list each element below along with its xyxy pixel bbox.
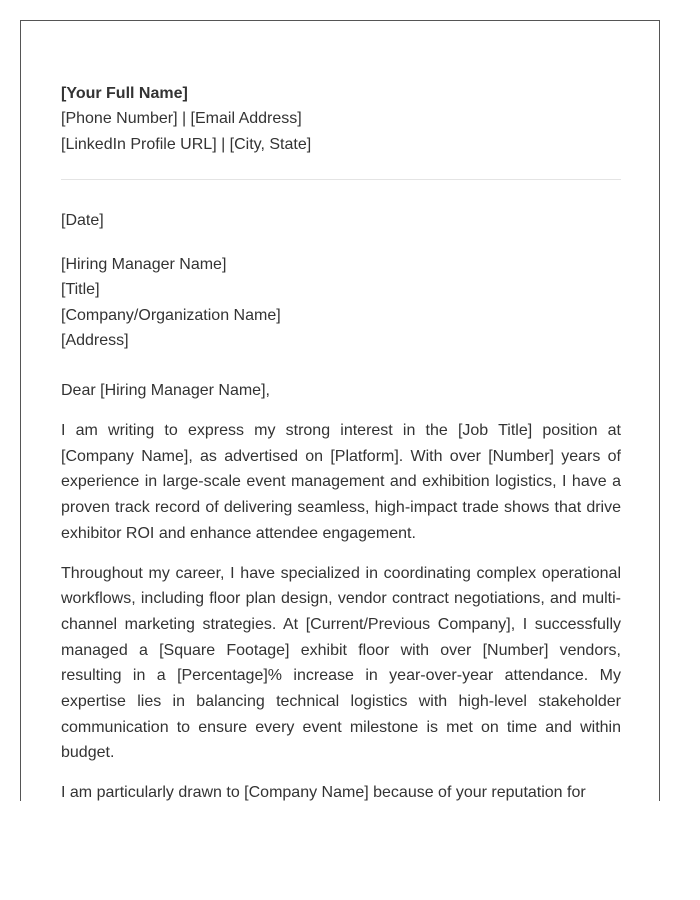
body-paragraph: I am particularly drawn to [Company Name] because of your reputation for bbox=[61, 784, 586, 801]
letter-content bbox=[61, 81, 621, 801]
recipient-name: [Hiring Manager Name] bbox=[61, 255, 227, 273]
header-divider bbox=[61, 179, 621, 180]
sender-name: [Your Full Name] bbox=[61, 85, 188, 102]
recipient-company: [Company/Organization Name] bbox=[61, 306, 281, 324]
letter-date: [Date] bbox=[61, 212, 104, 229]
salutation: Dear [Hiring Manager Name], bbox=[61, 381, 270, 399]
body-paragraph: I am writing to express my strong interest in the [Job Title] position at [Company Name], as advertised on [Platform]. With over [Number] years of experience in large-scale event management and exhibition logistics, I have a proven track record of delivering seamless, high-impact trade shows that drive exhibitor ROI and enhance attendee engagement. bbox=[61, 422, 621, 542]
body-paragraph: Throughout my career, I have specialized in coordinating complex operational workflows, including floor plan design, vendor contract negotiations, and multi-channel marketing strategies. At [Current/Previous Company], I successfully managed a [Square Footage] exhibit floor with over [Number] vendors, resulting in a [Percentage]% increase in year-over-year attendance. My expertise lies in balancing technical logistics with high-level stakeholder communication to ensure every event milestone is met on time and within budget. bbox=[61, 564, 621, 762]
sender-contact-phone-email: [Phone Number] | [Email Address] bbox=[61, 110, 302, 127]
recipient-title: [Title] bbox=[61, 281, 100, 298]
recipient-address: [Address] bbox=[61, 332, 129, 349]
letter-body bbox=[61, 418, 621, 801]
sender-contact-linkedin-location: [LinkedIn Profile URL] | [City, State] bbox=[61, 135, 312, 153]
recipient-block bbox=[61, 252, 621, 354]
letter-page bbox=[20, 20, 660, 801]
